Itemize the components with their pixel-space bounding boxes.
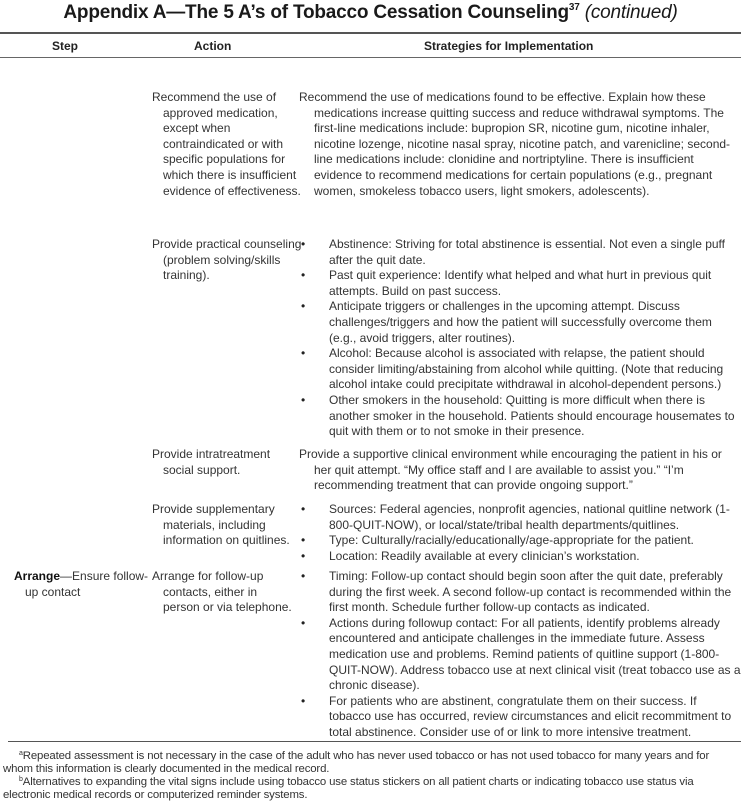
strategy-cell	[300, 502, 741, 564]
list-item: • For patients who are abstinent, congratulate them on their success. If tobacco use has occurred, review circumstances and elicit recommitment to total abstinence. Consider use of or link to more intensive treatment.	[300, 694, 741, 741]
step-cell	[14, 569, 150, 600]
action-cell: Recommend the use of approved medication, except when contraindicated or with specific populations for which there is insufficient evidence of effectiveness.	[152, 90, 301, 198]
step-name: Arrange	[14, 569, 61, 583]
action-cell: Provide intratreatment social support.	[152, 447, 271, 477]
footnote-b	[3, 773, 739, 802]
list-item: • Type: Culturally/racially/educationally/age-appropriate for the patient.	[300, 533, 741, 549]
list-item: • Sources: Federal agencies, nonprofit agencies, national quitline network (1-800-QUIT-NOW), or local/state/tribal health departments/quitlines.	[300, 502, 741, 533]
table-bottom-rule	[8, 741, 741, 742]
strategy-cell: Recommend the use of medications found to be effective. Explain how these medications increase quitting success and reduce withdrawal symptoms. The first-line medications include: bupropion SR, nicotine gum, nicotine inhaler, nicotine lozenge, nicotine nasal spray, nicotine patch, and varenicline; second-line medications include: clonidine and nortriptyline. There is insufficient evidence to recommend medications for certain populations (e.g., pregnant women, smokeless tobacco users, light smokers, adolescents).	[299, 90, 731, 198]
title-reference: 37	[568, 2, 580, 13]
footnote-a	[3, 747, 739, 776]
header-bottom-rule	[0, 57, 741, 58]
list-item: • Timing: Follow-up contact should begin soon after the quit date, preferably during the first week. A second follow-up contact is recommended within the first month. Schedule further follow-up contacts as indicated.	[300, 569, 741, 616]
list-item: • Actions during followup contact: For all patients, identify problems already encountered and anticipate challenges in the immediate future. Assess medication use and problems. Remind patients of quitline support (1-800-QUIT-NOW). Address tobacco use at next clinical visit (treat tobacco use as a chronic disease).	[300, 616, 741, 694]
footnote-text: Repeated assessment is not necessary in the case of the adult who has never used tobacco or has not used tobacco for many years and for whom this information is clearly documented in the medical record.	[3, 750, 710, 775]
title-continued: (continued)	[584, 2, 678, 23]
action-cell: Provide practical counseling (problem solving/skills training).	[152, 237, 302, 283]
action-cell: Arrange for follow-up contacts, either in person or via telephone.	[152, 569, 292, 615]
list-item: • Anticipate triggers or challenges in the upcoming attempt. Discuss challenges/triggers and how the patient will successfully overcome them (e.g., avoid triggers, alter routines).	[300, 299, 741, 346]
strategy-cell	[300, 237, 741, 440]
column-header-action: Action	[194, 39, 232, 53]
strategy-bullet-list	[300, 502, 741, 564]
action-cell: Provide supplementary materials, including information on quitlines.	[152, 502, 290, 548]
page-title	[0, 2, 741, 24]
footnote-mark: b	[19, 776, 23, 783]
step-description: —Ensure follow-up contact	[25, 569, 149, 599]
column-header-strategies: Strategies for Implementation	[424, 39, 594, 53]
strategy-cell: Provide a supportive clinical environment while encouraging the patient in his or her quit attempt. “My office staff and I are available to assist you.” “I’m recommending treatment that can provide ongoing support.”	[299, 447, 722, 493]
footnote-mark: a	[19, 750, 23, 757]
list-item: • Alcohol: Because alcohol is associated with relapse, the patient should consider limiting/abstaining from alcohol while quitting. (Note that reducing alcohol intake could precipitate withdrawal in alcohol-dependent persons.)	[300, 346, 741, 393]
footnote-text: Alternatives to expanding the vital signs include using tobacco use status stickers on all patient charts or indicating tobacco use status via electronic medical records or computerized reminder systems.	[3, 776, 694, 801]
strategy-bullet-list	[300, 569, 741, 741]
column-header-step: Step	[52, 39, 79, 53]
list-item: • Location: Readily available at every clinician’s workstation.	[300, 549, 741, 565]
header-top-rule	[0, 32, 741, 34]
list-item: • Other smokers in the household: Quitting is more difficult when there is another smoker in the household. Patients should encourage housemates to quit with them or to not smoke in their presence.	[300, 393, 741, 440]
strategy-bullet-list	[300, 237, 741, 440]
title-text: Appendix A—The 5 A’s of Tobacco Cessation Counseling	[63, 2, 569, 23]
list-item: • Abstinence: Striving for total abstinence is essential. Not even a single puff after the quit date.	[300, 237, 741, 268]
list-item: • Past quit experience: Identify what helped and what hurt in previous quit attempts. Build on past success.	[300, 268, 741, 299]
strategy-cell	[300, 569, 741, 741]
